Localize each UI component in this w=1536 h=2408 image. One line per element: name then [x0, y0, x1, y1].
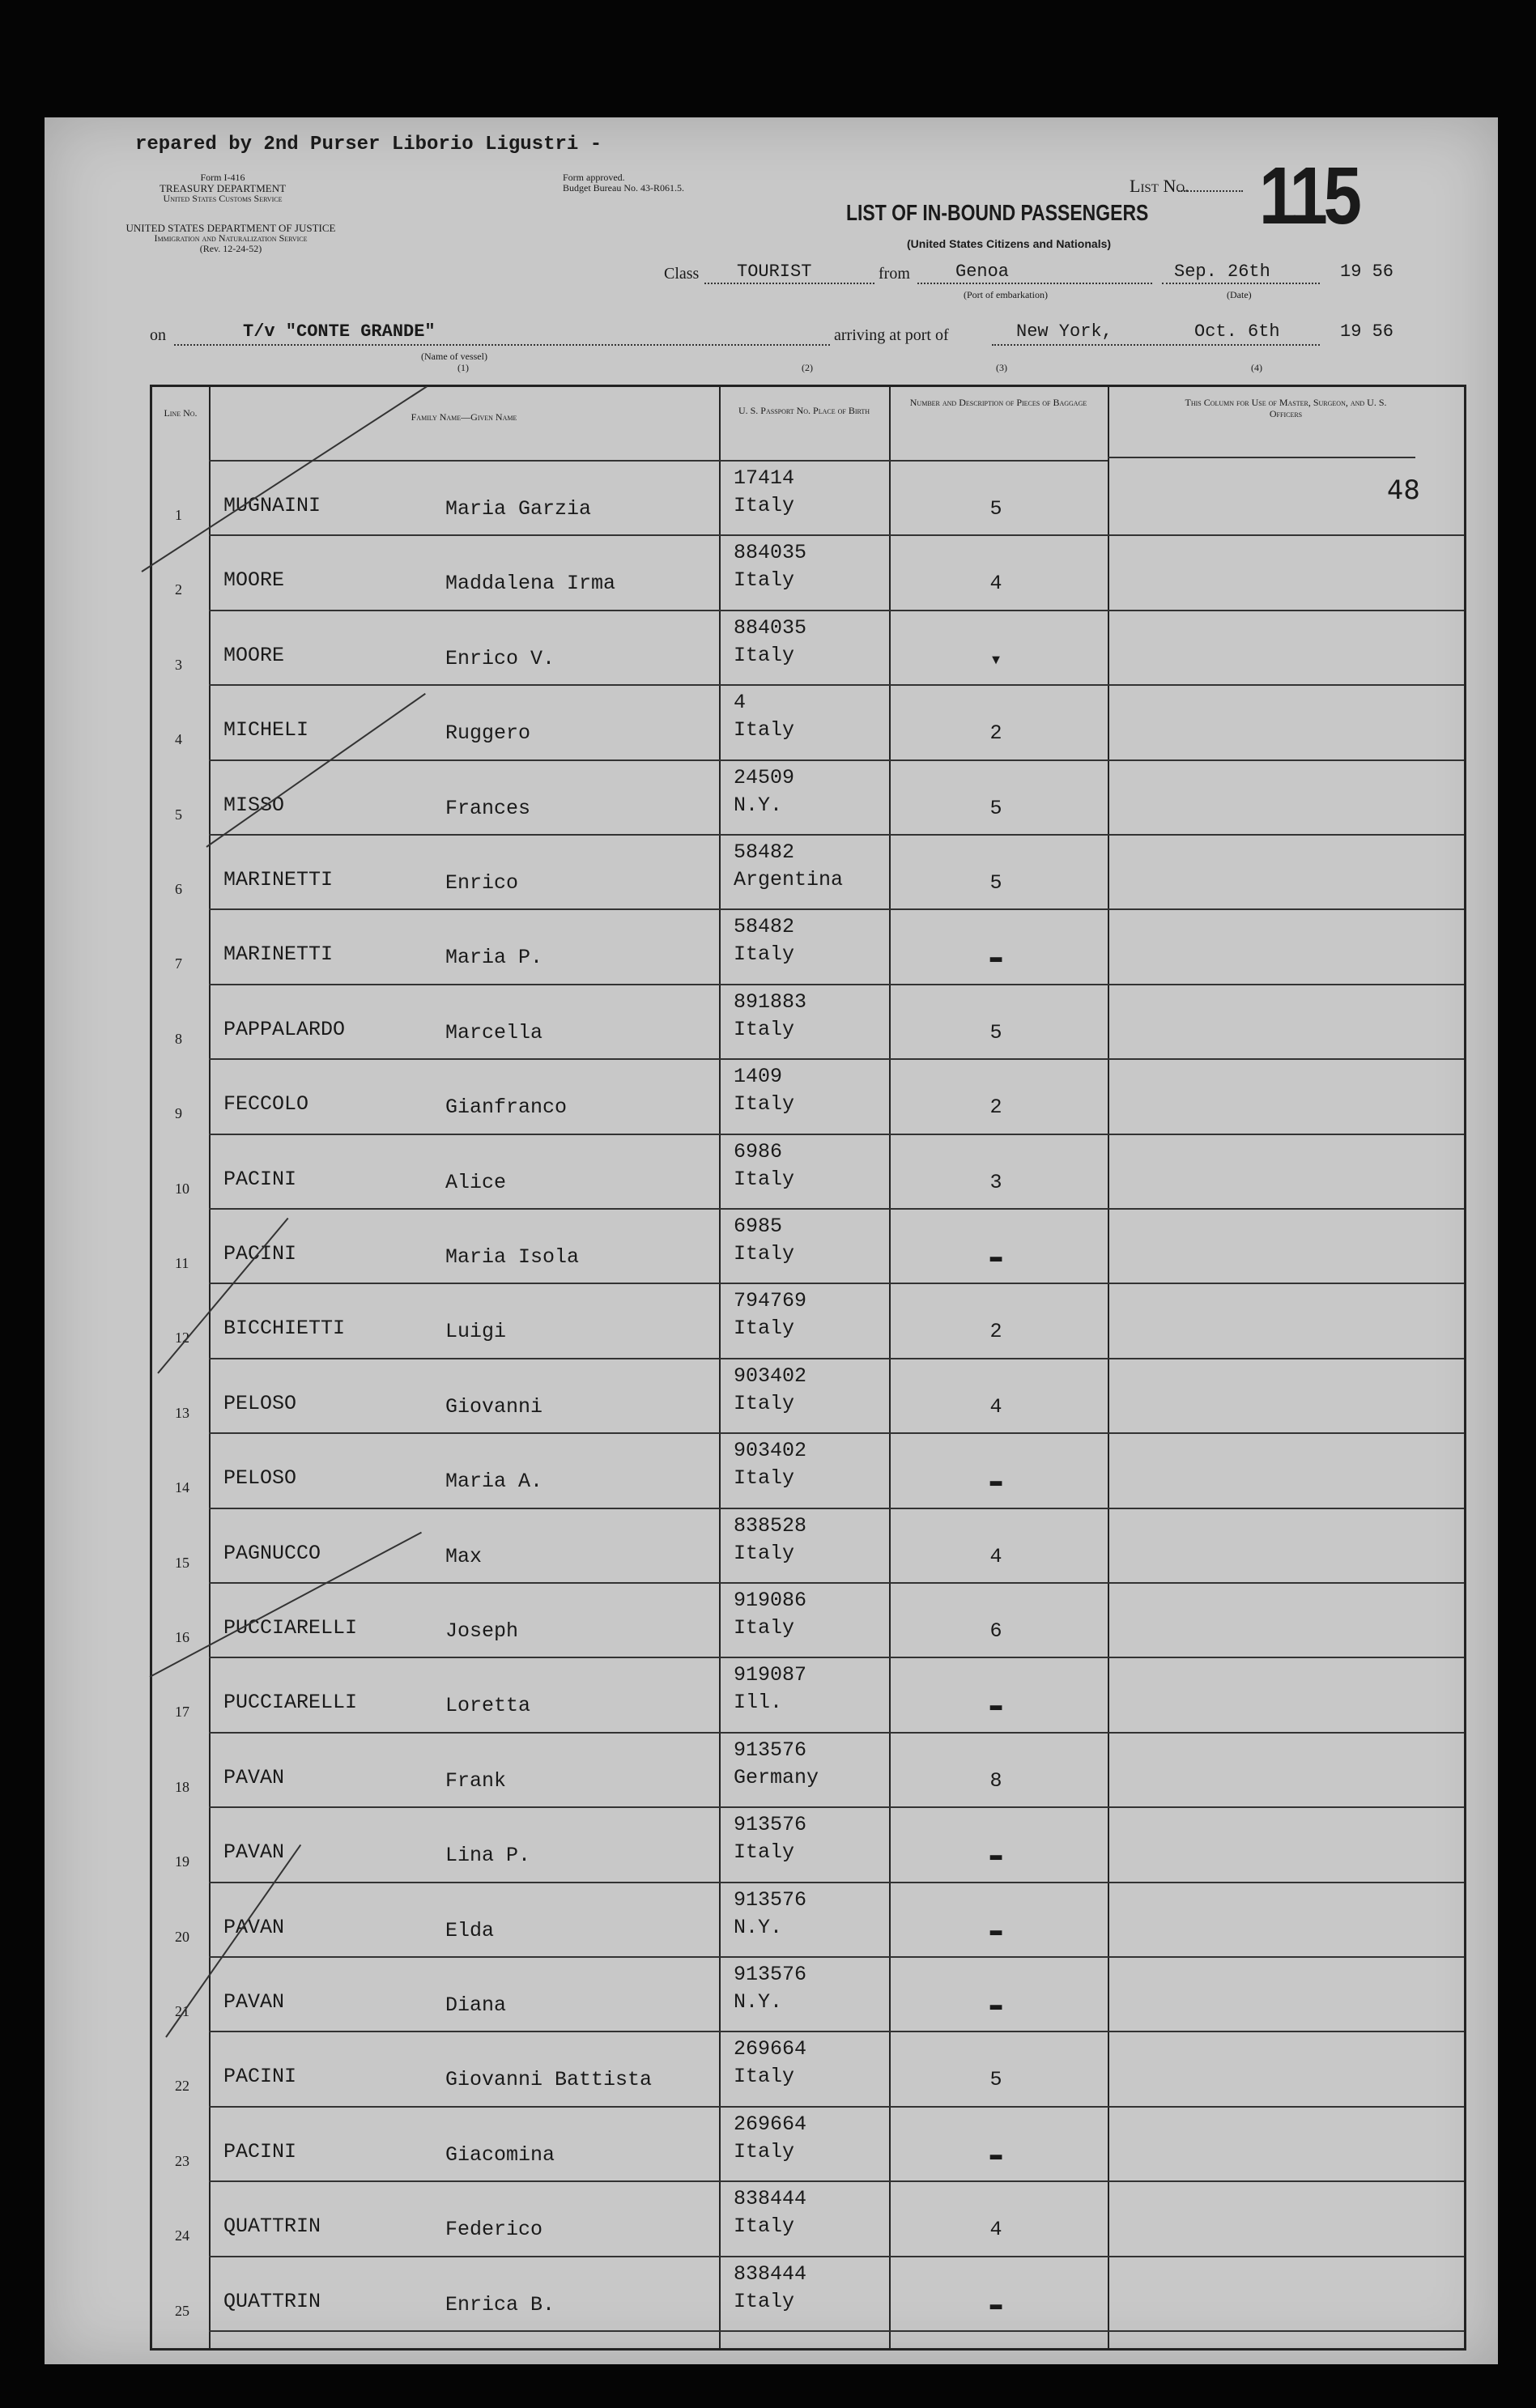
passport-number: 903402 [734, 1439, 807, 1463]
family-name: PELOSO [223, 1466, 297, 1491]
given-name: Max [445, 1544, 483, 1568]
from-label: from [879, 265, 910, 283]
form-block [138, 172, 308, 204]
place-of-birth: Italy [734, 1391, 795, 1415]
passport-number: 884035 [734, 541, 807, 565]
family-name: PAVAN [223, 1765, 285, 1789]
family-name: PAVAN [223, 1990, 285, 2014]
officer-note: 48 [1387, 474, 1420, 505]
table-row [152, 1658, 1464, 1733]
given-name: Luigi [445, 1320, 507, 1344]
baggage-count: 5 [989, 871, 1002, 895]
form-title: LIST OF IN-BOUND PASSENGERS [846, 200, 1149, 225]
place-of-birth: Italy [734, 942, 795, 967]
place-of-birth: Italy [734, 2139, 795, 2163]
passport-number: 1409 [734, 1065, 783, 1089]
family-name: MUGNAINI [223, 494, 321, 517]
family-name: PAPPALARDO [223, 1017, 346, 1041]
family-name: BICCHIETTI [223, 1317, 346, 1341]
class-dots [704, 283, 874, 284]
passport-number: 6986 [734, 1139, 783, 1164]
arrival-date: Oct. 6th [1194, 321, 1280, 342]
line-number: 14 [175, 1479, 189, 1496]
line-number: 20 [175, 1928, 189, 1945]
table-row [152, 1060, 1464, 1134]
table-row [152, 2032, 1464, 2107]
header-line-no: Line No. [164, 407, 198, 419]
table-row [152, 985, 1464, 1060]
passport-number: 903402 [734, 1364, 807, 1388]
family-name: PACINI [223, 1242, 297, 1266]
budget-bureau: Budget Bureau No. 43-R061.5. [563, 182, 684, 194]
class-value: TOURIST [737, 262, 812, 282]
line-number: 16 [175, 1629, 189, 1645]
header-baggage: Number and Description of Pieces of Baggage [909, 397, 1087, 408]
list-no-dots [1178, 190, 1243, 192]
baggage-count: 4 [989, 1394, 1002, 1419]
given-name: Loretta [445, 1694, 531, 1718]
passport-number: 913576 [734, 1813, 807, 1837]
baggage-count: ▬ [989, 946, 1002, 970]
given-name: Giovanni Battista [445, 2068, 653, 2092]
baggage-count: ▬ [989, 1918, 1002, 1942]
table-row [152, 2108, 1464, 2182]
family-name: MISSO [223, 793, 285, 817]
passport-number: 838444 [734, 2261, 807, 2286]
baggage-count: 6 [989, 1619, 1002, 1643]
table-row [152, 1135, 1464, 1210]
baggage-count: 2 [989, 1096, 1002, 1120]
justice-block [109, 223, 352, 254]
place-of-birth: Italy [734, 1466, 795, 1491]
table-row [152, 1210, 1464, 1284]
treasury-dept: TREASURY DEPARTMENT [159, 182, 287, 194]
table-row [152, 2257, 1464, 2332]
baggage-count: ▬ [989, 2292, 1002, 2317]
date-dots [1162, 283, 1320, 284]
line-number: 22 [175, 2078, 189, 2095]
family-name: PELOSO [223, 1391, 297, 1415]
passport-number: 913576 [734, 1887, 807, 1912]
baggage-count: 5 [989, 796, 1002, 820]
table-row [152, 686, 1464, 760]
family-name: PAGNUCCO [223, 1541, 321, 1565]
revision: (Rev. 12-24-52) [199, 243, 262, 254]
family-name: QUATTRIN [223, 2214, 321, 2239]
line-number: 17 [175, 1704, 189, 1721]
place-of-birth: Italy [734, 568, 795, 593]
family-name: PACINI [223, 1167, 297, 1191]
table-row [152, 1284, 1464, 1359]
form-approved: Form approved. [563, 172, 625, 183]
passport-number: 913576 [734, 1963, 807, 1986]
vessel-dots [174, 344, 830, 346]
given-name: Federico [445, 2218, 543, 2242]
place-of-birth: N.Y. [734, 1990, 783, 2014]
prepared-by: repared by 2nd Purser Liborio Ligustri - [135, 134, 602, 155]
line-number: 10 [175, 1180, 189, 1197]
baggage-count: 2 [989, 1320, 1002, 1344]
passport-number: 6985 [734, 1215, 783, 1238]
family-name: PUCCIARELLI [223, 1691, 358, 1715]
table-row [152, 536, 1464, 611]
table-row [152, 1883, 1464, 1958]
given-name: Giovanni [445, 1394, 543, 1419]
passport-number: 4 [734, 691, 747, 715]
passport-number: 919087 [734, 1663, 807, 1687]
given-name: Marcella [445, 1020, 543, 1044]
approval-block [563, 172, 684, 194]
family-name: MARINETTI [223, 868, 334, 891]
place-of-birth: Italy [734, 643, 795, 667]
given-name: Maria A. [445, 1470, 543, 1494]
line-number: 25 [175, 2302, 189, 2319]
place-of-birth: Italy [734, 494, 795, 517]
place-of-birth: Italy [734, 1840, 795, 1865]
place-of-birth: Italy [734, 1317, 795, 1341]
baggage-count: 2 [989, 721, 1002, 746]
family-name: QUATTRIN [223, 2289, 321, 2313]
baggage-count: ▬ [989, 1470, 1002, 1494]
line-number: 19 [175, 1853, 189, 1870]
given-name: Diana [445, 1993, 507, 2017]
line-number: 13 [175, 1404, 189, 1421]
family-name: PAVAN [223, 1840, 285, 1865]
baggage-count: ▬ [989, 1694, 1002, 1718]
list-no-label: List No. [1130, 176, 1189, 196]
table-row [152, 611, 1464, 686]
family-name: MOORE [223, 568, 285, 593]
column-marker-3: (3) [996, 362, 1007, 373]
manifest-sheet [45, 117, 1498, 2364]
table-row [152, 462, 1464, 536]
baggage-count: 4 [989, 1544, 1002, 1568]
family-name: PAVAN [223, 1915, 285, 1939]
table-row [152, 761, 1464, 836]
vessel-caption: (Name of vessel) [421, 351, 487, 362]
table-row [152, 2182, 1464, 2257]
given-name: Joseph [445, 1619, 519, 1643]
table-row [152, 1434, 1464, 1508]
line-number: 23 [175, 2152, 189, 2169]
baggage-count: 5 [989, 2068, 1002, 2092]
line-number: 6 [175, 881, 182, 897]
given-name: Enrica B. [445, 2292, 555, 2317]
given-name: Alice [445, 1170, 507, 1194]
place-of-birth: Italy [734, 2065, 795, 2089]
vessel-name: T/v "CONTE GRANDE" [243, 321, 436, 342]
given-name: Giacomina [445, 2142, 555, 2167]
given-name: Frank [445, 1768, 507, 1793]
line-number: 5 [175, 806, 182, 823]
baggage-count: 4 [989, 572, 1002, 596]
baggage-count: ▾ [989, 648, 1002, 672]
given-name: Elda [445, 1918, 495, 1942]
baggage-count: 3 [989, 1170, 1002, 1194]
place-of-birth: Ill. [734, 1691, 783, 1715]
place-of-birth: Italy [734, 1017, 795, 1041]
given-name: Maria P. [445, 946, 543, 970]
on-label: on [150, 326, 166, 344]
line-number: 12 [175, 1330, 189, 1347]
baggage-count: 5 [989, 497, 1002, 521]
arrival-dots [992, 344, 1320, 346]
family-name: MARINETTI [223, 942, 334, 967]
passport-number: 794769 [734, 1289, 807, 1313]
column-marker-1: (1) [457, 362, 469, 373]
passport-number: 838444 [734, 2187, 807, 2211]
passport-number: 838528 [734, 1513, 807, 1538]
place-of-birth: Italy [734, 1242, 795, 1266]
form-subtitle: (United States Citizens and Nationals) [907, 237, 1112, 250]
passport-number: 884035 [734, 615, 807, 640]
passport-number: 891883 [734, 989, 807, 1014]
column-marker-4: (4) [1251, 362, 1262, 373]
line-number: 21 [175, 2003, 189, 2019]
line-number: 11 [175, 1255, 189, 1271]
baggage-count: 5 [989, 1020, 1002, 1044]
port-embarkation: Genoa [955, 262, 1010, 282]
line-number: 24 [175, 2227, 189, 2244]
port-embarkation-caption: (Port of embarkation) [964, 289, 1048, 300]
baggage-count: ▬ [989, 2142, 1002, 2167]
table-row [152, 1734, 1464, 1808]
departure-year: 19 56 [1340, 262, 1394, 282]
baggage-count: 8 [989, 1768, 1002, 1793]
line-number: 4 [175, 731, 182, 748]
arriving-label: arriving at port of [834, 326, 949, 344]
place-of-birth: N.Y. [734, 793, 783, 817]
table-row [152, 1584, 1464, 1658]
header-passport: U. S. Passport No. Place of Birth [738, 405, 870, 416]
place-of-birth: Italy [734, 2214, 795, 2239]
table-row [152, 1808, 1464, 1883]
baggage-count: ▬ [989, 1245, 1002, 1269]
column-marker-2: (2) [802, 362, 813, 373]
family-name: PUCCIARELLI [223, 1616, 358, 1640]
given-name: Maddalena Irma [445, 572, 616, 596]
passport-number: 58482 [734, 840, 795, 864]
family-name: MOORE [223, 643, 285, 667]
place-of-birth: Italy [734, 1541, 795, 1565]
place-of-birth: Italy [734, 1616, 795, 1640]
from-dots [917, 283, 1152, 284]
line-number: 3 [175, 656, 182, 673]
baggage-count: ▬ [989, 1993, 1002, 2017]
family-name: PACINI [223, 2065, 297, 2089]
table-row [152, 836, 1464, 910]
table-row [152, 1958, 1464, 2032]
family-name: FECCOLO [223, 1092, 309, 1117]
justice-dept: UNITED STATES DEPARTMENT OF JUSTICE [126, 222, 336, 234]
arrival-port: New York, [1016, 321, 1113, 342]
given-name: Ruggero [445, 721, 531, 746]
table-row [152, 910, 1464, 985]
place-of-birth: Italy [734, 1167, 795, 1191]
header-officers: This Column for Use of Master, Surgeon, and U. S. Officers [1185, 397, 1387, 419]
passenger-table [150, 385, 1466, 2351]
place-of-birth: Italy [734, 1092, 795, 1117]
place-of-birth: Italy [734, 2289, 795, 2313]
line-number: 18 [175, 1778, 189, 1795]
given-name: Lina P. [445, 1844, 531, 1868]
line-number: 9 [175, 1105, 182, 1122]
passport-number: 919086 [734, 1589, 807, 1612]
passport-number: 58482 [734, 915, 795, 939]
customs-service: United States Customs Service [163, 193, 283, 204]
arrival-year: 19 56 [1340, 321, 1394, 342]
line-number: 8 [175, 1030, 182, 1047]
place-of-birth: Italy [734, 718, 795, 742]
place-of-birth: Argentina [734, 868, 844, 891]
row-divider [209, 2330, 1464, 2332]
baggage-count: ▬ [989, 1844, 1002, 1868]
passport-number: 269664 [734, 2037, 807, 2061]
given-name: Enrico V. [445, 646, 555, 670]
given-name: Gianfranco [445, 1096, 568, 1120]
passport-number: 269664 [734, 2112, 807, 2136]
line-number: 7 [175, 955, 182, 972]
departure-date: Sep. 26th [1174, 262, 1270, 282]
passport-number: 17414 [734, 466, 795, 490]
header-name: Family Name—Given Name [411, 411, 517, 423]
list-number: 115 [1259, 151, 1358, 241]
form-number: Form I-416 [200, 172, 245, 183]
date-caption: (Date) [1227, 289, 1252, 300]
table-row [152, 1509, 1464, 1584]
given-name: Enrico [445, 871, 519, 895]
line-number: 15 [175, 1554, 189, 1571]
place-of-birth: Germany [734, 1765, 819, 1789]
line-number: 2 [175, 581, 182, 598]
passport-number: 913576 [734, 1738, 807, 1762]
class-label: Class [664, 265, 700, 283]
baggage-count: 4 [989, 2218, 1002, 2242]
line-number: 1 [175, 507, 182, 523]
table-row [152, 1359, 1464, 1434]
family-name: PACINI [223, 2139, 297, 2163]
given-name: Maria Isola [445, 1245, 580, 1269]
place-of-birth: N.Y. [734, 1915, 783, 1939]
given-name: Maria Garzia [445, 497, 592, 521]
family-name: MICHELI [223, 718, 309, 742]
ins: Immigration and Naturalization Service [154, 232, 308, 244]
header-officers-rule [1108, 457, 1415, 458]
passport-number: 24509 [734, 765, 795, 789]
given-name: Frances [445, 796, 531, 820]
